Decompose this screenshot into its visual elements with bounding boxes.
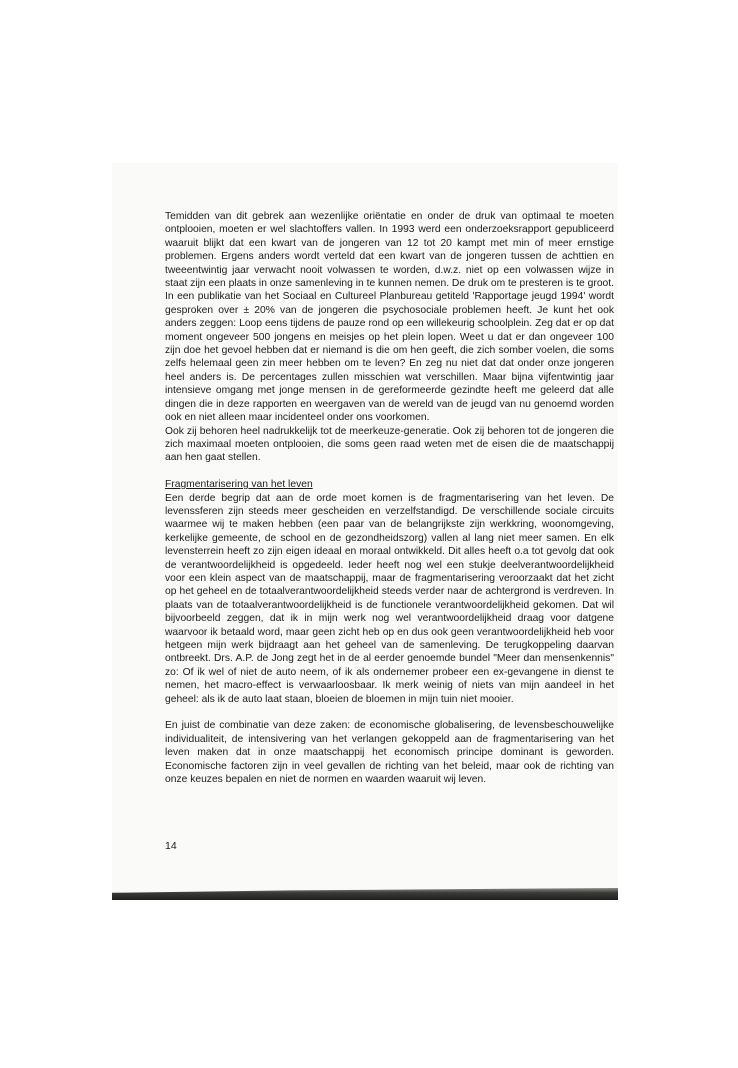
paragraph-4: En juist de combinatie van deze zaken: de economische globalisering, de levensbeschouwelijke individualiteit, de intensivering van het verlangen gekoppeld aan de fragmentarisering van het leven maken dat in onze maatschappij het economisch principe dominant is geworden. Economische factoren zijn in veel gevallen de richting van het beleid, maar ook de richting van onze keuzes bepalen en niet de normen en waarden waaruit wij leven. <box>165 720 614 786</box>
paragraph-3: Een derde begrip dat aan de orde moet komen is de fragmentarisering van het leven. De levenssferen zijn steeds meer gescheiden en verzelfstandigd. De verschillende sociale circuits waarmee wij te maken hebben (een paar van de belangrijkste zijn werkkring, woonomgeving, kerkelijke gemeente, de school en de gezondheidszorg) vallen al lang niet meer samen. En elk levensterrein heeft zo zijn eigen ideaal en moraal ontwikkeld. Dit alles heeft o.a tot gevolg dat ook de verantwoordelijkheid is opgedeeld. Ieder heeft nog wel een stukje deelverantwoordelijkheid voor een klein aspect van de maatschappij, maar de fragmentarisering veroorzaakt dat het zicht op het geheel en de totaalverantwoordelijkheid steeds verder naar de achtergrond is verdreven. In plaats van de totaalverantwoordelijkheid is de functionele verantwoordelijkheid gekomen. Dat wil bijvoorbeeld zeggen, dat ik in mijn werk nog wel verantwoordelijkheid draag voor datgene waarvoor ik betaald word, maar geen zicht heb op en dus ook geen verantwoordelijkheid heb voor hetgeen mijn werk bijdraagt aan het geheel van de samenleving. De terugkoppeling daarvan ontbreekt. Drs. A.P. de Jong zegt het in de al eerder genoemde bundel "Meer dan mensenkennis" zo: Of ik wel of niet de auto neem, of ik als ondernemer probeer een ex-gevangene in dienst te nemen, het macro-effect is verwaarloosbaar. Ik merk weinig of niets van mijn aandeel in het geheel: als ik de auto laat staan, bloeien de bloemen in mijn tuin niet mooier. <box>165 492 614 705</box>
paragraph-1: Temidden van dit gebrek aan wezenlijke oriëntatie en onder de druk van optimaal te moeten ontplooien, moeten er wel slachtoffers vallen. In 1993 werd een onderzoeksrapport gepubliceerd waaruit blijkt dat een kwart van de jongeren van 12 tot 20 kampt met min of meer ernstige problemen. Ergens anders wordt verteld dat een kwart van de jongeren tussen de achttien en tweeentwintig jaar verwacht nooit volwassen te worden, d.w.z. niet op een volwassen wijze in staat zijn een plaats in onze samenleving in te kunnen nemen. De druk om te presteren is te groot. In een publikatie van het Sociaal en Cultureel Planbureau getiteld 'Rapportage jeugd 1994' wordt gesproken over ± 20% van de jongeren die psychosociale problemen heeft. Je kunt het ook anders zeggen: Loop eens tijdens de pauze rond op een willekeurig schoolplein. Zeg dat er op dat moment ongeveer 500 jongens en meisjes op het plein lopen. Weet u dat er dan ongeveer 100 zijn doe het gevoel hebben dat er niemand is die om hen geeft, die zich somber voelen, die soms zelfs helemaal geen zin meer hebben om te leven? En zeg nu niet dat dat onder onze jongeren heel anders is. De percentages zullen misschien wat verschillen. Maar bijna vijfentwintig jaar intensieve omgang met jonge mensen in de gereformeerde gezindte heeft me geleerd dat alle dingen die in deze rapporten en weergaven van de wereld van de jeugd van nu genoemd worden ook en niet alleen maar incidenteel onder ons voorkomen. <box>165 211 614 424</box>
section-heading: Fragmentarisering van het leven <box>165 479 313 491</box>
paragraph-gap <box>165 706 614 719</box>
body-text <box>165 210 614 786</box>
paragraph-2: Ook zij behoren heel nadrukkelijk tot de meerkeuze-generatie. Ook zij behoren tot de jongeren die zich maximaal moeten ontplooien, die soms geen raad weten met de eisen die de maatschappij aan hen gaat stellen. <box>165 425 614 464</box>
page-number: 14 <box>165 840 177 852</box>
paragraph-gap <box>165 465 614 478</box>
